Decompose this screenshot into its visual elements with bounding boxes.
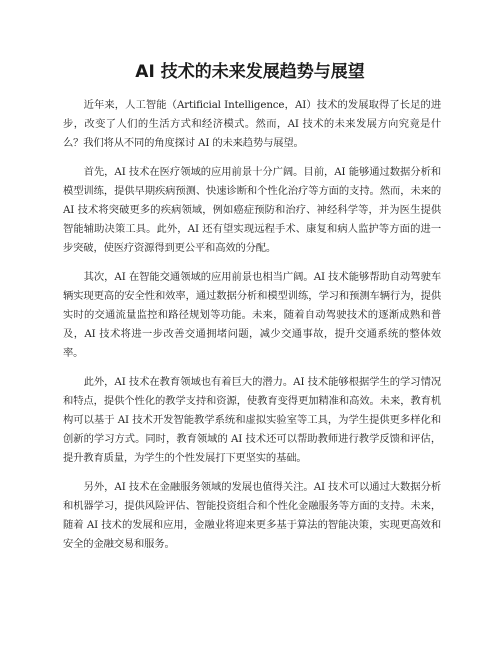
document-title: AI 技术的未来发展趋势与展望: [135, 62, 365, 82]
paragraph-healthcare: 首先，AI 技术在医疗领域的应用前景十分广阔。目前，AI 能够通过数据分析和模型训练，提供早期疾病预测、快速诊断和个性化治疗等方面的支持。然而，未来的 AI 技术将突破更多的疾病领域，例如癌症预防和治疗、神经科学等，并为医生提供智能辅助决策工具。此外，AI 还有望实现远程手术、康复和病人监护等方面的进一步突破，使医疗资源得到更公平和高效的分配。: [63, 166, 441, 254]
document-body: [63, 96, 441, 564]
paragraph-transportation: 其次，AI 在智能交通领域的应用前景也相当广阔。AI 技术能够帮助自动驾驶车辆实现更高的安全性和效率，通过数据分析和模型训练，学习和预测车辆行为，提供实时的交通流量监控和路径规划等功能。未来，随着自动驾驶技术的逐渐成熟和普及，AI 技术将进一步改善交通拥堵问题，减少交通事故，提升交通系统的整体效率。: [63, 271, 441, 359]
paragraph-finance: 另外，AI 技术在金融服务领域的发展也值得关注。AI 技术可以通过大数据分析和机器学习，提供风险评估、智能投资组合和个性化金融服务等方面的支持。未来，随着 AI 技术的发展和应用，金融业将迎来更多基于算法的智能决策，实现更高效和安全的金融交易和服务。: [63, 481, 441, 550]
paragraph-intro: 近年来，人工智能（Artificial Intelligence，AI）技术的发展取得了长足的进步，改变了人们的生活方式和经济模式。然而，AI 技术的未来发展方向究竟是什么？我们将从不同的角度探讨 AI 的未来趋势与展望。: [63, 99, 441, 149]
paragraph-education: 此外，AI 技术在教育领域也有着巨大的潜力。AI 技术能够根据学生的学习情况和特点，提供个性化的教学支持和资源，使教育变得更加精准和高效。未来，教育机构可以基于 AI 技术开发智能教学系统和虚拟实验室等工具，为学生提供更多样化和创新的学习方式。同时，教育领域的 AI 技术还可以帮助教师进行教学反馈和评估，提升教育质量，为学生的个性发展打下更坚实的基础。: [63, 376, 441, 464]
